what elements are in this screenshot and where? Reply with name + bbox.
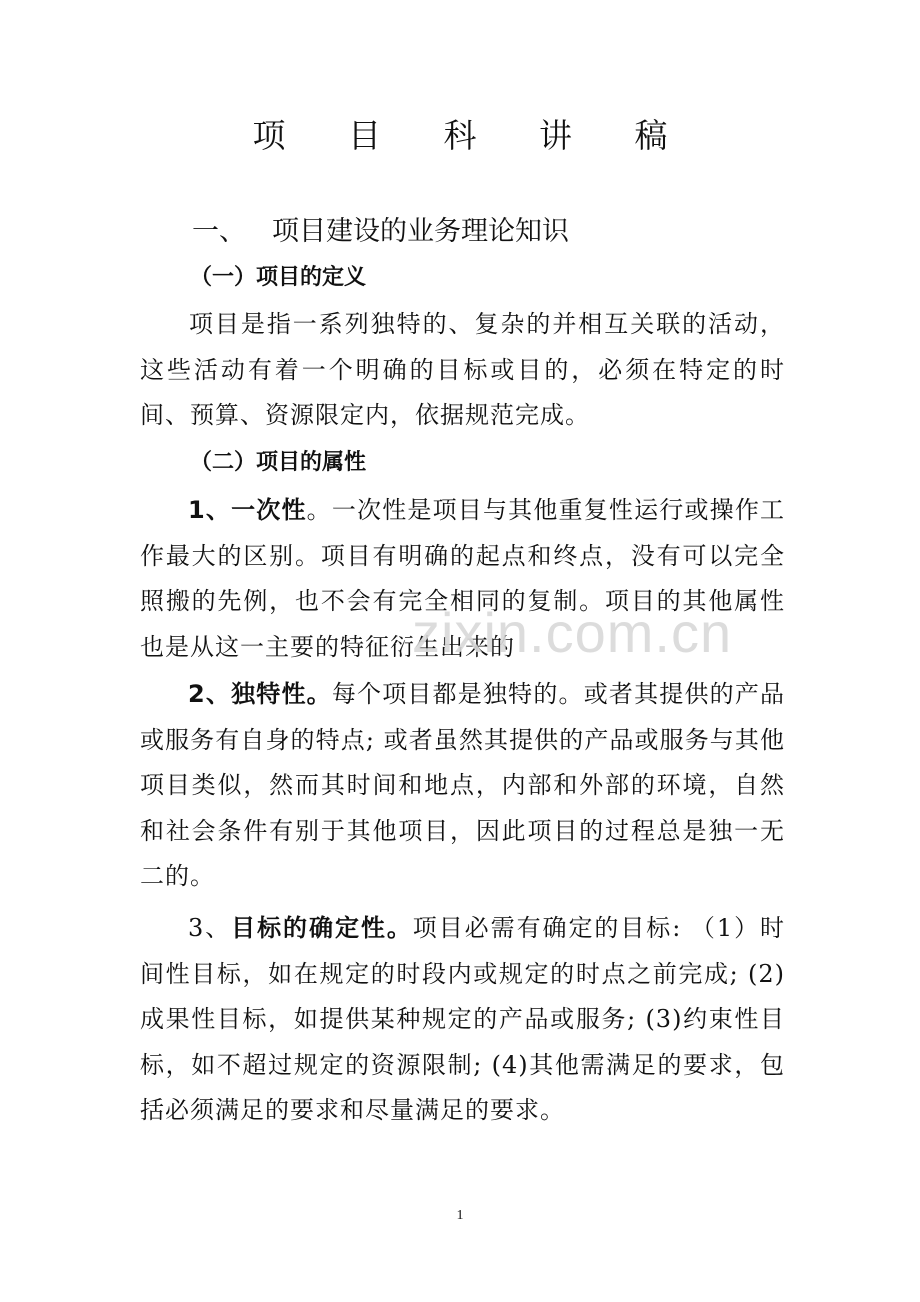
section-number: 一、: [192, 216, 246, 247]
document-title: 项 目 科 讲 稿: [252, 116, 694, 155]
item-text-goal: 项目必需有确定的目标: （1）时间性目标，如在规定的时段内或规定的时点之前完成; (2)成果性目标，如提供某种规定的产品或服务; (3)约束性目标，如不超过规定的资源限制; (4)其他需满足的要求，包括必须满足的要求和尽量满足的要求。: [140, 914, 786, 1124]
item-label-goal: 目标的确定性。: [231, 914, 413, 942]
paragraph-uniqueness: [140, 672, 785, 900]
page-number: 1: [456, 1208, 464, 1223]
item-label-uniqueness: 2、独特性。: [188, 680, 332, 708]
item-number-goal: 3、: [188, 914, 232, 942]
paragraph-definition: [140, 302, 785, 439]
section-heading: [192, 212, 569, 252]
item-label-one-time: 1、一次性: [188, 496, 307, 524]
watermark: zixin.com.cn: [412, 601, 733, 664]
paragraph-goal-certainty: [140, 906, 785, 1134]
section-title: 项目建设的业务理论知识: [272, 216, 569, 247]
subsection-heading-definition: （一）项目的定义: [190, 265, 367, 290]
subsection-heading-attributes: （二）项目的属性: [190, 450, 367, 475]
item-text-one-time: 。一次性是项目与其他重复性运行或操作工作最大的区别。项目有明确的起点和终点，没有可以完全照搬的先例，也不会有完全相同的复制。项目的其他属性也是从这一主要的特征衍生出来的: [140, 496, 786, 661]
definition-text: 项目是指一系列独特的、复杂的并相互关联的活动，这些活动有着一个明确的目标或目的，必须在特定的时间、预算、资源限定内，依据规范完成。: [140, 310, 785, 429]
item-text-uniqueness: 每个项目都是独特的。或者其提供的产品或服务有自身的特点; 或者虽然其提供的产品或服务与其他项目类似，然而其时间和地点，内部和外部的环境，自然和社会条件有别于其他项目，因此项目的过程总是独一无二的。: [140, 680, 786, 890]
